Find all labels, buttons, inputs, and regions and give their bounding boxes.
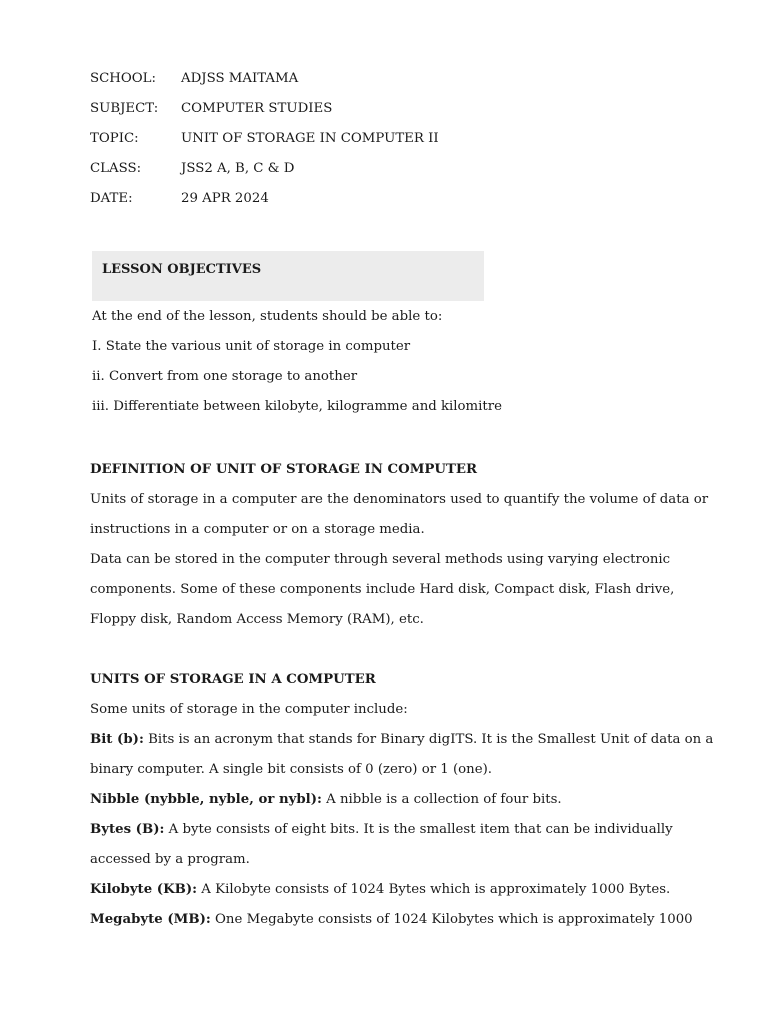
byte-text: A byte consists of eight bits. It is the smallest item that can be individually — [164, 822, 673, 837]
megabyte-term: Megabyte (MB): — [90, 912, 211, 927]
school-label: SCHOOL: — [90, 71, 156, 86]
topic-label: TOPIC: — [90, 131, 139, 146]
objective-item: iii. Differentiate between kilobyte, kilogramme and kilomitre — [92, 399, 502, 414]
date-value: 29 APR 2024 — [181, 191, 269, 206]
topic-value: UNIT OF STORAGE IN COMPUTER II — [181, 131, 439, 146]
date-label: DATE: — [90, 191, 133, 206]
subject-label: SUBJECT: — [90, 101, 159, 116]
bit-term: Bit (b): — [90, 732, 144, 747]
class-label: CLASS: — [90, 161, 142, 176]
units-intro: Some units of storage in the computer include: — [90, 702, 408, 717]
definition-paragraph-line: instructions in a computer or on a storage media. — [90, 522, 425, 537]
definition-paragraph-line: components. Some of these components include Hard disk, Compact disk, Flash drive, — [90, 582, 675, 597]
byte-term: Bytes (B): — [90, 822, 165, 837]
units-heading: UNITS OF STORAGE IN A COMPUTER — [90, 672, 376, 687]
kilobyte-definition — [90, 881, 670, 899]
objective-item: I. State the various unit of storage in computer — [92, 339, 411, 354]
megabyte-text: One Megabyte consists of 1024 Kilobytes which is approximately 1000 — [210, 912, 693, 927]
byte-definition — [90, 821, 673, 839]
lesson-objectives-box — [92, 251, 484, 301]
byte-text-continued: accessed by a program. — [90, 852, 250, 867]
bit-text-continued: binary computer. A single bit consists of 0 (zero) or 1 (one). — [90, 762, 493, 777]
lesson-objectives-title: LESSON OBJECTIVES — [102, 262, 262, 277]
bit-definition — [90, 731, 713, 749]
definition-heading: DEFINITION OF UNIT OF STORAGE IN COMPUTER — [90, 462, 478, 477]
subject-value: COMPUTER STUDIES — [181, 101, 333, 116]
kilobyte-text: A Kilobyte consists of 1024 Bytes which is approximately 1000 Bytes. — [197, 882, 671, 897]
class-value: JSS2 A, B, C & D — [181, 161, 295, 176]
kilobyte-term: Kilobyte (KB): — [90, 882, 198, 897]
definition-paragraph-line: Floppy disk, Random Access Memory (RAM), etc. — [90, 612, 424, 627]
definition-paragraph-line: Data can be stored in the computer through several methods using varying electronic — [90, 552, 671, 567]
nibble-text: A nibble is a collection of four bits. — [321, 792, 562, 807]
objectives-intro: At the end of the lesson, students should be able to: — [92, 309, 443, 324]
objective-item: ii. Convert from one storage to another — [92, 369, 358, 384]
school-value: ADJSS MAITAMA — [181, 71, 299, 86]
bit-text: Bits is an acronym that stands for Binary digITS. It is the Smallest Unit of data on a — [143, 732, 714, 747]
nibble-term: Nibble (nybble, nyble, or nybl): — [90, 792, 322, 807]
definition-paragraph-line: Units of storage in a computer are the denominators used to quantify the volume of data or — [90, 492, 709, 507]
nibble-definition — [90, 791, 562, 809]
megabyte-definition — [90, 911, 693, 929]
